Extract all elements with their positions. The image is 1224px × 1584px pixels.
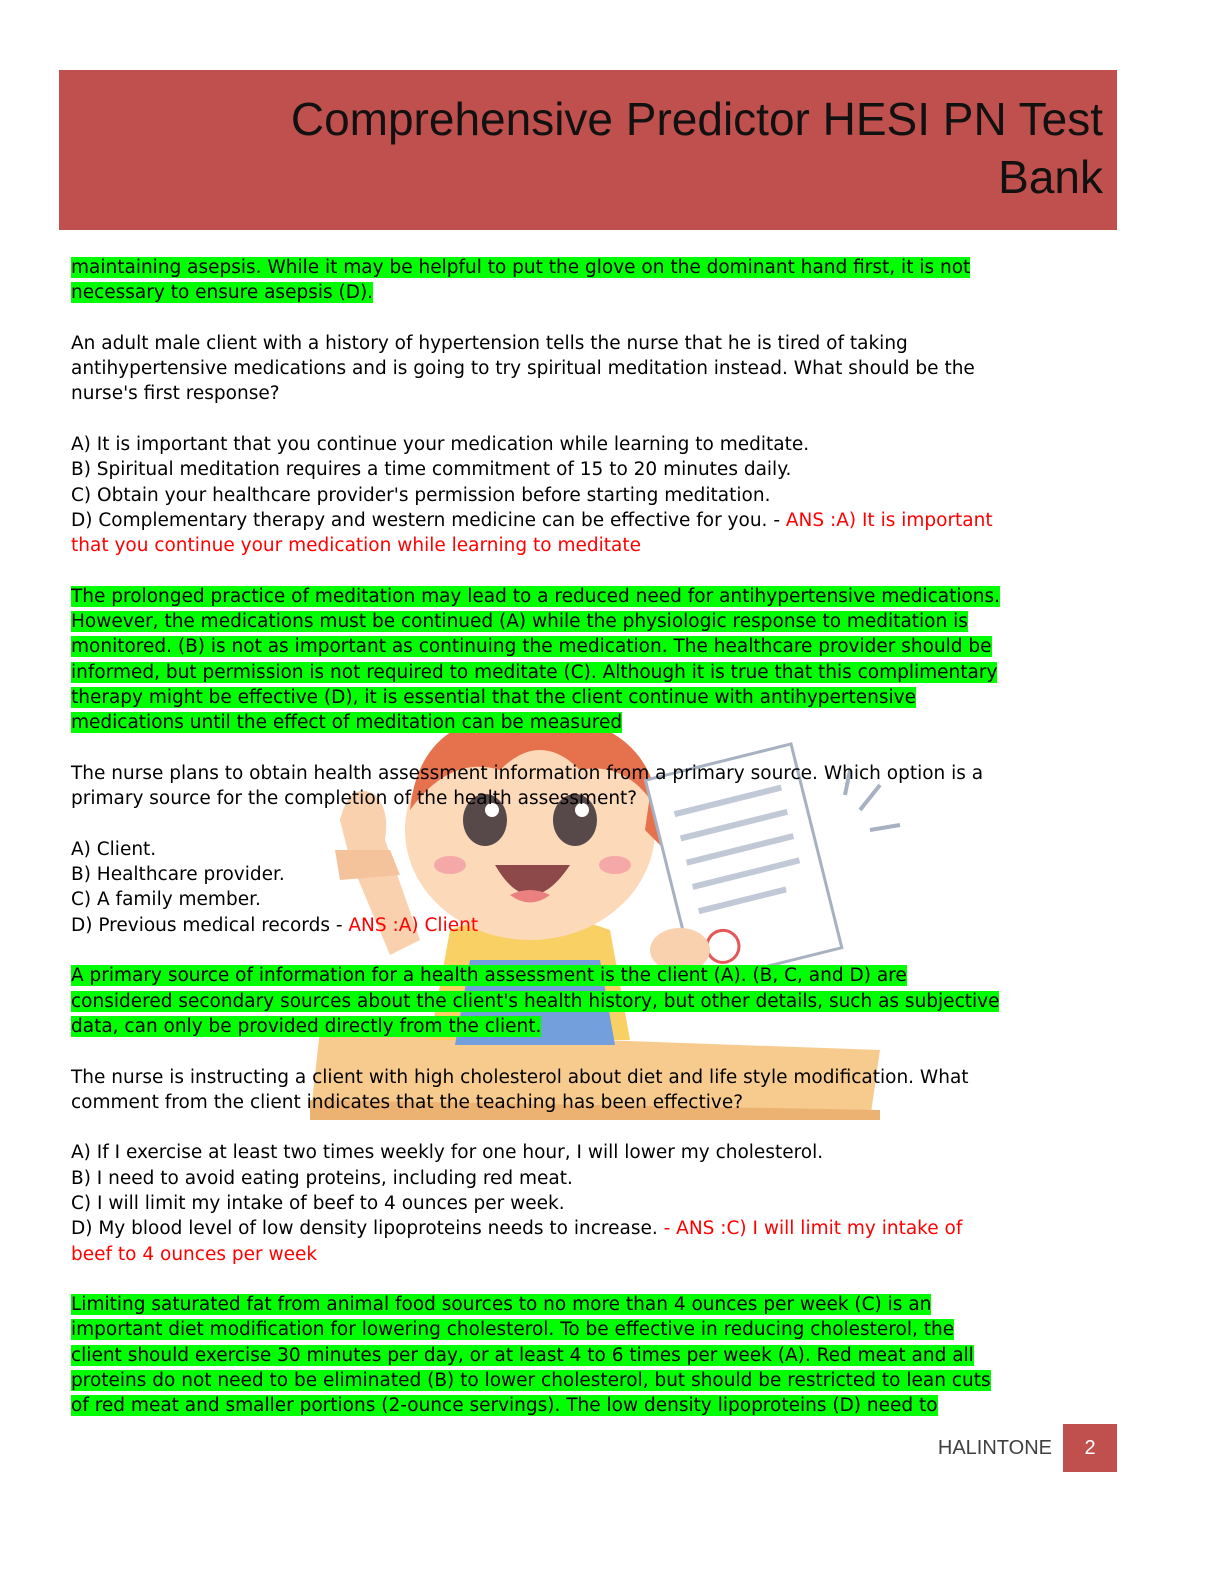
option-b: B) I need to avoid eating proteins, including red meat. bbox=[71, 1167, 573, 1189]
question-stem bbox=[71, 761, 1121, 812]
option-b: B) Healthcare provider. bbox=[71, 864, 285, 886]
rationale-line: client should exercise 30 minutes per day, or at least 4 to 6 times per week (A). Red meat and all bbox=[71, 1344, 974, 1366]
rationale-line: Limiting saturated fat from animal food sources to no more than 4 ounces per week (C) is an bbox=[71, 1294, 932, 1316]
question-line: The nurse plans to obtain health assessment information from a primary source. Which option is a bbox=[71, 762, 984, 784]
answer-key: ANS :A) It is important bbox=[785, 509, 993, 531]
question-line: antihypertensive medications and is going to try spiritual meditation instead. What should be the bbox=[71, 358, 975, 380]
rationale-block bbox=[71, 963, 1121, 1039]
rationale-line: therapy might be effective (D), it is essential that the client continue with antihypertensive bbox=[71, 687, 916, 709]
document-title bbox=[59, 90, 1103, 206]
footer-label: HALINTONE bbox=[937, 1437, 1052, 1459]
rationale-line: The prolonged practice of meditation may lead to a reduced need for antihypertensive medications. bbox=[71, 585, 1001, 607]
rationale-line: informed, but permission is not required to meditate (C). Although it is true that this complimentary bbox=[71, 661, 998, 683]
answer-options bbox=[71, 1140, 1121, 1266]
document-body bbox=[71, 255, 1121, 1444]
question-line: An adult male client with a history of hypertension tells the nurse that he is tired of taking bbox=[71, 332, 908, 354]
rationale-block bbox=[71, 584, 1121, 736]
document-title-line-1: Comprehensive Predictor HESI PN Test bbox=[290, 93, 1103, 145]
question-line: nurse's first response? bbox=[71, 383, 280, 405]
question-line: comment from the client indicates that the teaching has been effective? bbox=[71, 1091, 744, 1113]
rationale-line: medications until the effect of meditation can be measured bbox=[71, 712, 623, 734]
rationale-line: proteins do not need to be eliminated (B) to lower cholesterol, but should be restricted to lean cuts bbox=[71, 1370, 991, 1392]
rationale-line: data, can only be provided directly from the client. bbox=[71, 1015, 542, 1037]
option-c: C) A family member. bbox=[71, 889, 261, 911]
rationale-line: of red meat and smaller portions (2-ounce servings). The low density lipoproteins (D) need to bbox=[71, 1395, 938, 1417]
rationale-line: maintaining asepsis. While it may be helpful to put the glove on the dominant hand first, it is not bbox=[71, 257, 971, 278]
answer-key-continued: that you continue your medication while learning to meditate bbox=[71, 535, 641, 557]
header-banner bbox=[59, 70, 1117, 230]
option-d: D) Previous medical records - ANS :A) Client bbox=[71, 914, 479, 936]
answer-options bbox=[71, 432, 1121, 558]
question-line: primary source for the completion of the health assessment? bbox=[71, 788, 638, 810]
question-stem bbox=[71, 331, 1121, 407]
rationale-line: However, the medications must be continued (A) while the physiologic response to meditation is bbox=[71, 611, 968, 633]
rationale-line: considered secondary sources about the client's health history, but other details, such as subjective bbox=[71, 990, 1000, 1012]
rationale-line: monitored. (B) is not as important as continuing the medication. The healthcare provider should be bbox=[71, 636, 992, 658]
option-d: D) My blood level of low density lipoproteins needs to increase. - ANS :C) I will limit my intake of bbox=[71, 1218, 963, 1240]
rationale-line: necessary to ensure asepsis (D). bbox=[71, 282, 374, 304]
rationale-block bbox=[71, 1292, 1121, 1418]
rationale-line: important diet modification for lowering cholesterol. To be effective in reducing cholesterol, the bbox=[71, 1319, 955, 1341]
answer-key-continued: beef to 4 ounces per week bbox=[71, 1243, 318, 1265]
question-stem bbox=[71, 1065, 1121, 1116]
option-a: A) It is important that you continue your medication while learning to meditate. bbox=[71, 434, 810, 456]
answer-key: - ANS :C) I will limit my intake of bbox=[663, 1218, 963, 1240]
answer-options bbox=[71, 837, 1121, 938]
page-number: 2 bbox=[1063, 1424, 1117, 1472]
option-a: A) If I exercise at least two times weekly for one hour, I will lower my cholesterol. bbox=[71, 1142, 824, 1164]
option-d: D) Complementary therapy and western medicine can be effective for you. - ANS :A) It is important bbox=[71, 509, 993, 531]
option-b: B) Spiritual meditation requires a time commitment of 15 to 20 minutes daily. bbox=[71, 459, 792, 481]
option-c: C) I will limit my intake of beef to 4 ounces per week. bbox=[71, 1192, 565, 1214]
document-title-line-2: Bank bbox=[998, 151, 1103, 203]
answer-key: ANS :A) Client bbox=[348, 914, 479, 936]
rationale-line: A primary source of information for a health assessment is the client (A). (B, C, and D) are bbox=[71, 965, 907, 987]
option-c: C) Obtain your healthcare provider's permission before starting meditation. bbox=[71, 484, 771, 506]
option-a: A) Client. bbox=[71, 838, 157, 860]
question-line: The nurse is instructing a client with high cholesterol about diet and life style modification. What bbox=[71, 1066, 969, 1088]
rationale-block bbox=[71, 255, 1121, 306]
